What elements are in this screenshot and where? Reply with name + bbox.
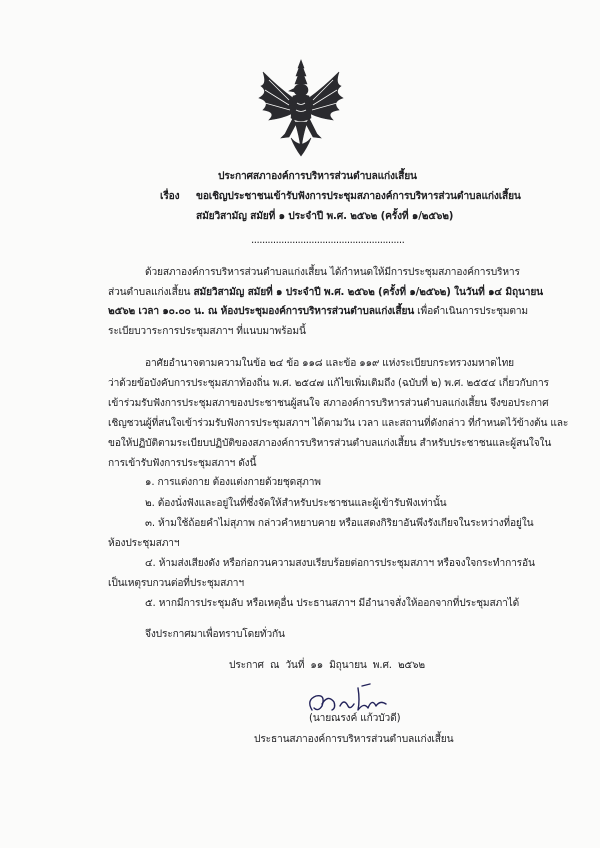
signer-position: ประธานสภาองค์การบริหารส่วนตำบลแก่งเสี้ยน: [254, 734, 454, 745]
closing-statement: จึงประกาศมาเพื่อทราบโดยทั่วกัน: [145, 629, 285, 640]
rule-item-4: ๔. ห้ามส่งเสียงดัง หรือก่อกวนความสงบเรียบร้อยต่อการประชุมสภาฯ หรือจงใจกระทำการอัน: [145, 558, 535, 569]
signer-name: (นายณรงค์ แก้วบัวดี): [309, 713, 401, 724]
subject-session: สมัยวิสามัญ สมัยที่ ๑ ประจำปี พ.ศ. ๒๕๖๒ (ครั้งที่ ๑/๒๕๖๒): [196, 211, 454, 222]
garuda-emblem-icon: [255, 58, 347, 158]
paragraph-2-line-3: เข้าร่วมรับฟังการประชุมสภาของประชาชนผู้สนใจ สภาองค์การบริหารส่วนตำบลแก่งเสี้ยน จึงขอประกาศ: [108, 398, 549, 409]
header-divider: ........................................................: [251, 235, 405, 246]
paragraph-1-line-3: [108, 305, 528, 319]
announcement-date: ประกาศ ณ วันที่ ๑๑ มิถุนายน พ.ศ. ๒๕๖๒: [229, 660, 425, 671]
announcement-title: ประกาศสภาองค์การบริหารส่วนตำบลแก่งเสี้ยน: [218, 171, 417, 182]
p1-line3-normal: เพื่อดำเนินการประชุมตาม: [414, 306, 528, 317]
paragraph-2-line-4: เชิญชวนผู้ที่สนใจเข้าร่วมรับฟังการประชุมสภาฯ ได้ตามวัน เวลา และสถานที่ดังกล่าว ที่กำหนดไว้ข้างต้น และ: [108, 418, 569, 429]
rule-item-3-cont: ห้องประชุมสภาฯ: [108, 538, 180, 549]
paragraph-2-line-5: ขอให้ปฏิบัติตามระเบียบปฏิบัติของสภาองค์การบริหารส่วนตำบลแก่งเสี้ยน สำหรับประชาชนและผู้สนใจใน: [108, 438, 552, 449]
subject-text: ขอเชิญประชาชนเข้ารับฟังการประชุมสภาองค์การบริหารส่วนตำบลแก่งเสี้ยน: [196, 191, 521, 202]
paragraph-2-line-2: ว่าด้วยข้อบังคับการประชุมสภาท้องถิ่น พ.ศ. ๒๕๔๗ แก้ไขเพิ่มเติมถึง (ฉบับที่ ๒) พ.ศ. ๒๕๕๔ เกี่ยวกับการ: [108, 378, 549, 389]
rule-item-4-cont: เป็นเหตุรบกวนต่อที่ประชุมสภาฯ: [108, 578, 244, 589]
rule-item-5: ๕. หากมีการประชุมลับ หรือเหตุอื่น ประธานสภาฯ มีอำนาจสั่งให้ออกจากที่ประชุมสภาได้: [145, 598, 520, 609]
paragraph-1-line-2: [108, 286, 543, 300]
p1-line2-bold: สมัยวิสามัญ สมัยที่ ๑ ประจำปี พ.ศ. ๒๕๖๒ (ครั้งที่ ๑/๒๕๖๒) ในวันที่ ๑๔ มิถุนายน: [193, 287, 543, 298]
rule-item-3: ๓. ห้ามใช้ถ้อยคำไม่สุภาพ กล่าวคำหยาบคาย หรือแสดงกิริยาอันพึงรังเกียจในระหว่างที่อยู่ใน: [145, 518, 534, 529]
paragraph-2-line-6: การเข้ารับฟังการประชุมสภาฯ ดังนี้: [108, 458, 257, 469]
paragraph-2-line-1: อาศัยอำนาจตามความในข้อ ๒๔ ข้อ ๑๑๘ และข้อ ๑๑๙ แห่งระเบียบกระทรวงมหาดไทย: [145, 358, 515, 369]
paragraph-1-line-4: ระเบียบวาระการประชุมสภาฯ ที่แนบมาพร้อมนี้: [108, 326, 306, 337]
subject-label: เรื่อง: [160, 191, 180, 202]
p1-line3-bold: ๒๕๖๒ เวลา ๑๐.๐๐ น. ณ ห้องประชุมองค์การบริหารส่วนตำบลแก่งเสี้ยน: [108, 306, 415, 317]
paragraph-1-line-1: ด้วยสภาองค์การบริหารส่วนตำบลแก่งเสี้ยน ได้กำหนดให้มีการประชุมสภาองค์การบริหาร: [145, 267, 520, 278]
subject-line: [160, 190, 521, 204]
rule-item-2: ๒. ต้องนั่งฟังและอยู่ในที่ซึ่งจัดให้สำหรับประชาชนและผู้เข้ารับฟังเท่านั้น: [145, 498, 447, 509]
p1-line2-normal: ส่วนตำบลแก่งเสี้ยน: [108, 287, 194, 298]
rule-item-1: ๑. การแต่งกาย ต้องแต่งกายด้วยชุดสุภาพ: [145, 477, 321, 488]
